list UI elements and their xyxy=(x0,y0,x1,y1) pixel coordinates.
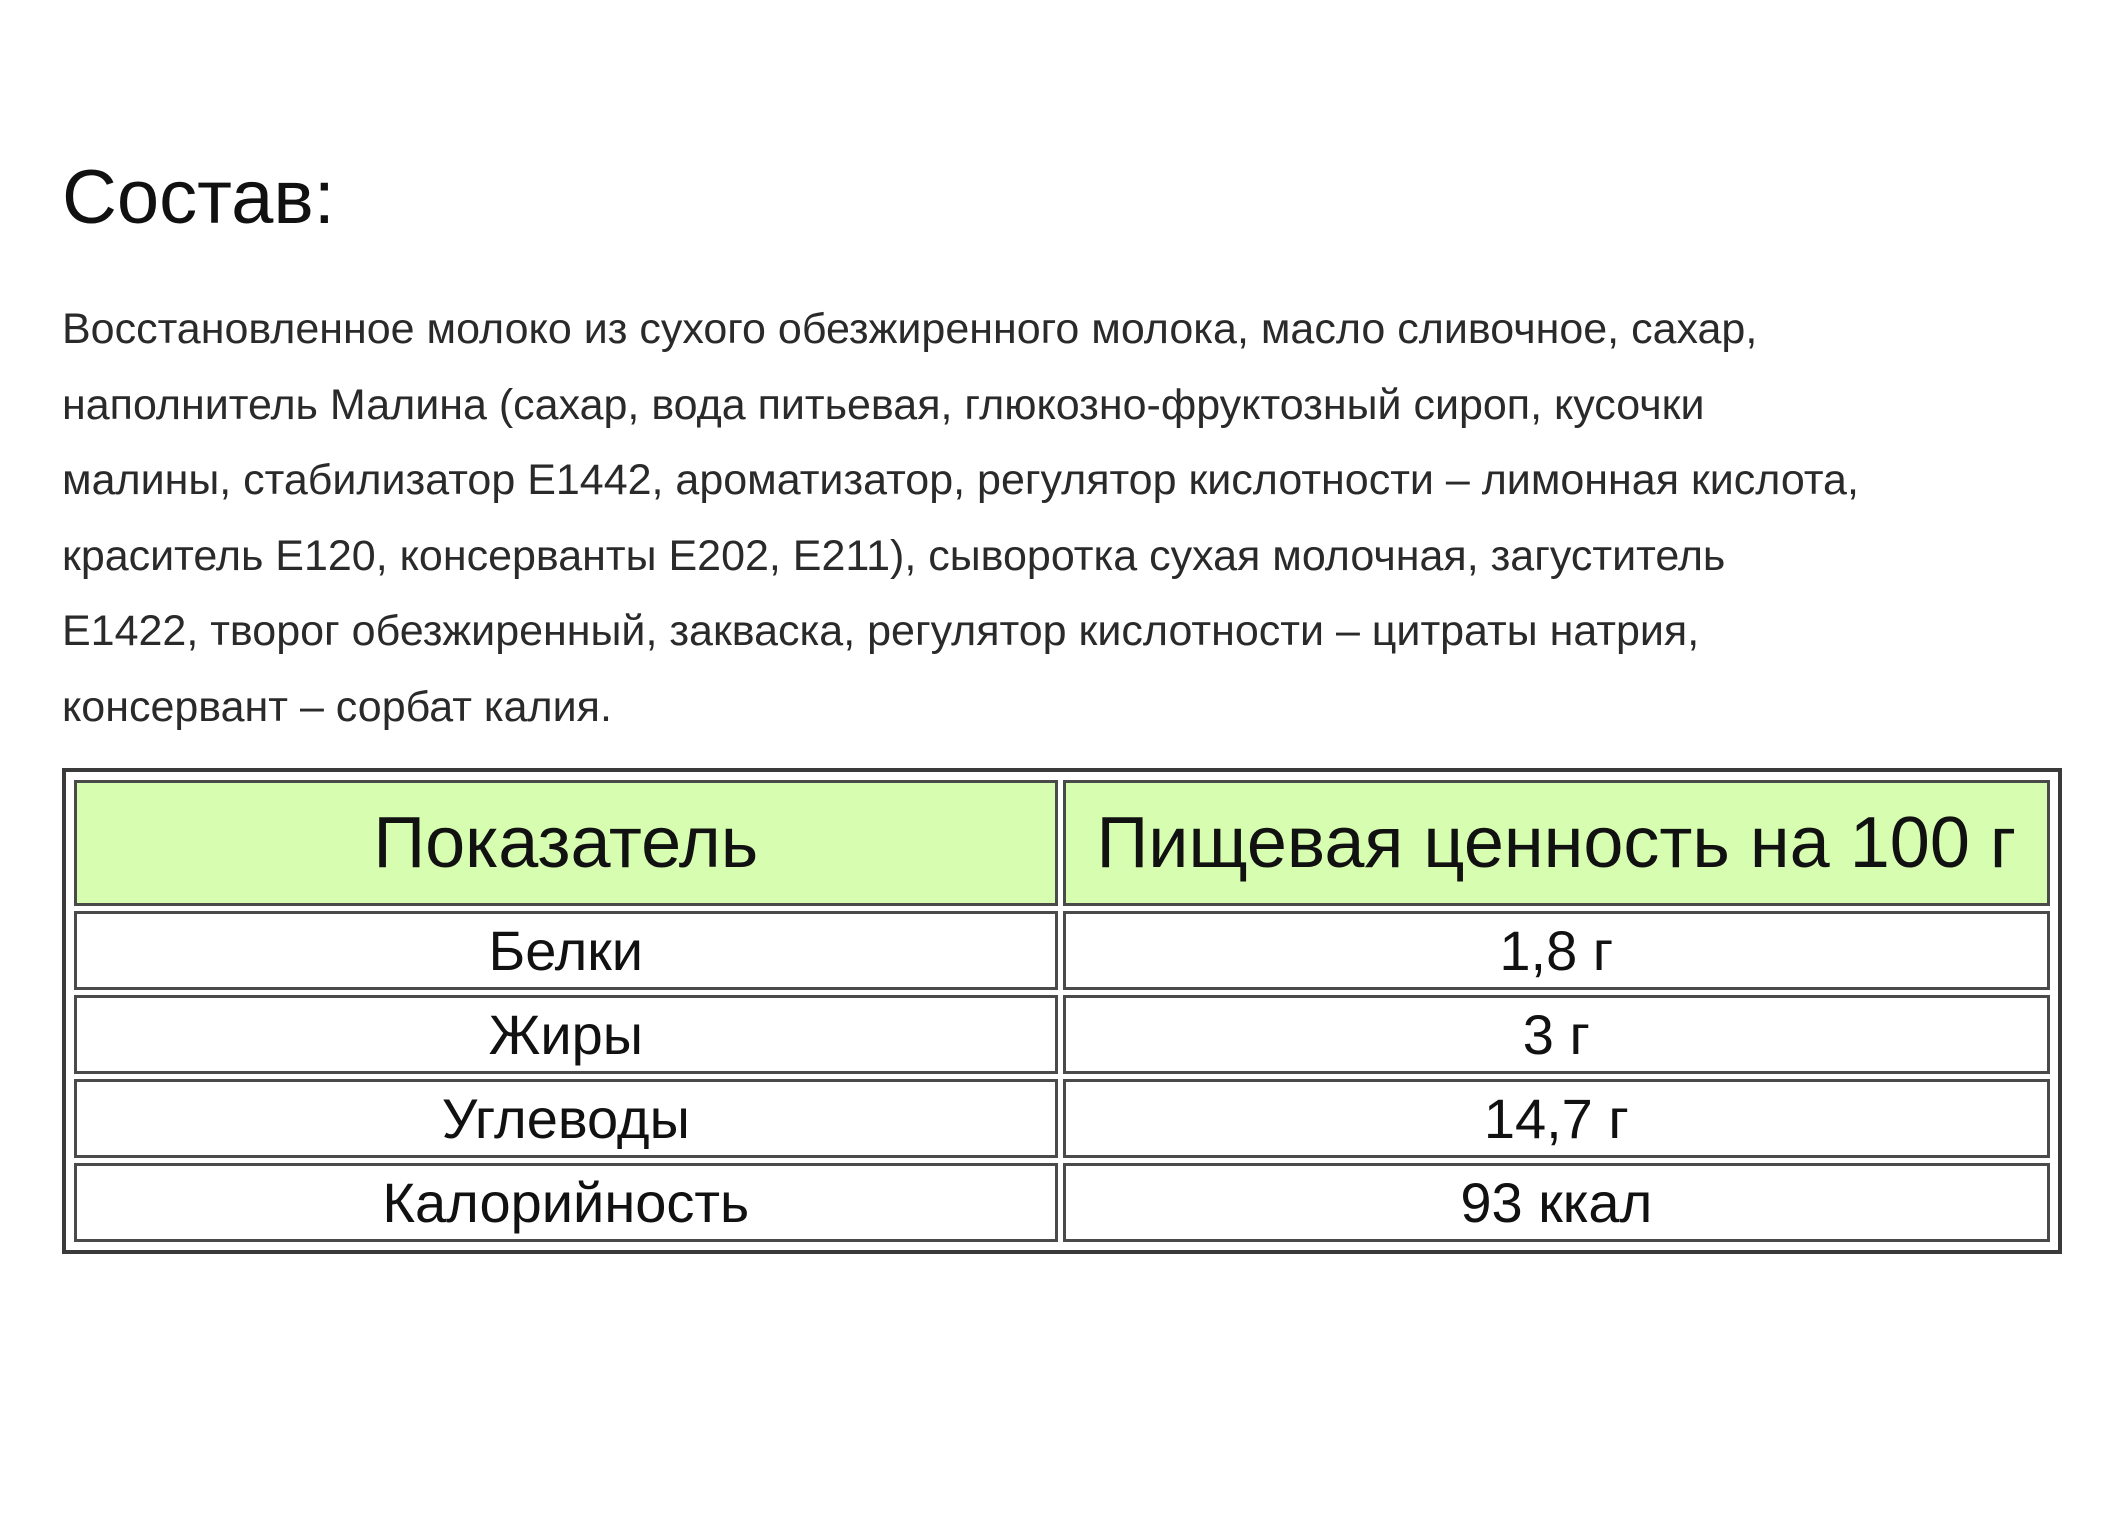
page-title: Состав: xyxy=(62,155,335,240)
table-row xyxy=(74,911,2050,990)
composition-line: Е1422, творог обезжиренный, закваска, регулятор кислотности – цитраты натрия, xyxy=(62,607,1700,655)
header-indicator: Показатель xyxy=(74,780,1058,906)
composition-line: малины, стабилизатор Е1442, ароматизатор, регулятор кислотности – лимонная кислота, xyxy=(62,456,1859,504)
row-value-carbs: 14,7 г xyxy=(1063,1079,2050,1158)
nutrition-table xyxy=(62,768,2062,1254)
table-header-row xyxy=(74,780,2050,906)
composition-text xyxy=(62,292,2102,745)
table-row xyxy=(74,1079,2050,1158)
header-nutritional-value: Пищевая ценность на 100 г xyxy=(1063,780,2050,906)
table-row xyxy=(74,995,2050,1074)
row-value-protein: 1,8 г xyxy=(1063,911,2050,990)
composition-line: Восстановленное молоко из сухого обезжиренного молока, масло сливочное, сахар, xyxy=(62,305,1758,353)
composition-line: консервант – сорбат калия. xyxy=(62,682,612,731)
row-label-carbs: Углеводы xyxy=(74,1079,1058,1158)
row-label-calories: Калорийность xyxy=(74,1163,1058,1242)
row-label-protein: Белки xyxy=(74,911,1058,990)
nutrition-table-grid xyxy=(69,775,2055,1247)
row-value-fat: 3 г xyxy=(1063,995,2050,1074)
row-label-fat: Жиры xyxy=(74,995,1058,1074)
composition-line: наполнитель Малина (сахар, вода питьевая, глюкозно-фруктозный сироп, кусочки xyxy=(62,380,1705,429)
row-value-calories: 93 ккал xyxy=(1063,1163,2050,1242)
composition-line: краситель Е120, консерванты Е202, Е211), сыворотка сухая молочная, загуститель xyxy=(62,531,1726,580)
table-row xyxy=(74,1163,2050,1242)
